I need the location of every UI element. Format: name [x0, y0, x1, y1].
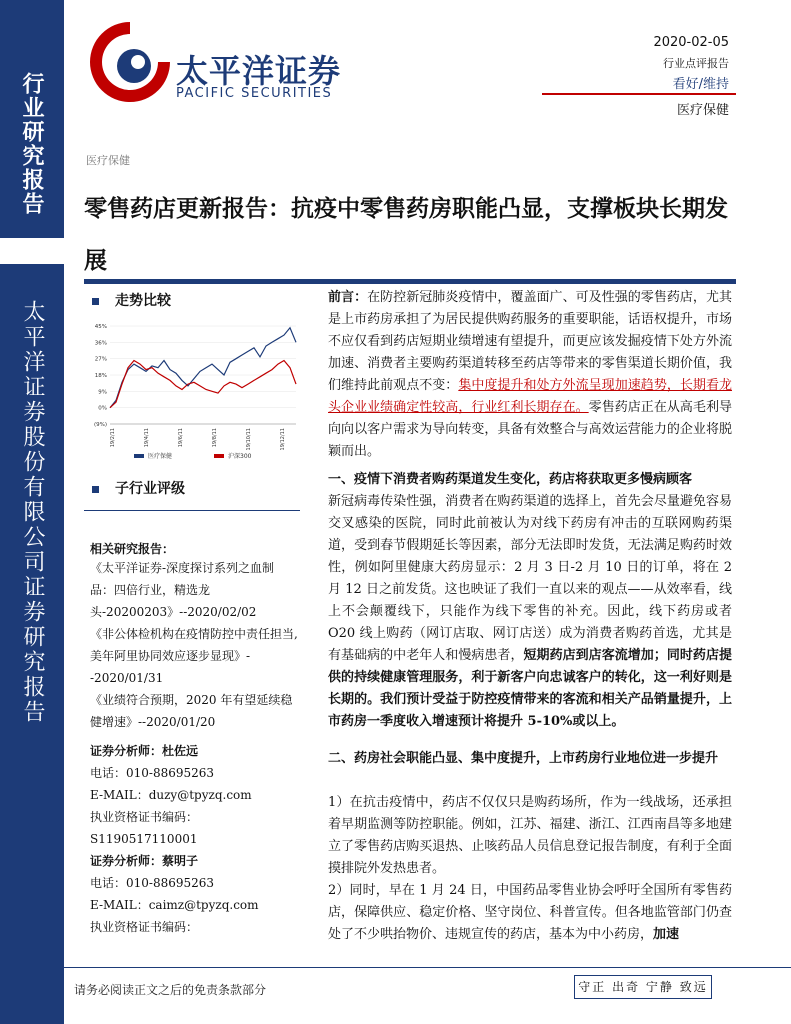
series-line — [110, 328, 296, 408]
legend-label: 沪深300 — [228, 453, 252, 460]
related-item[interactable]: 《非公体检机构在疫情防控中责任担当,美年阿里协同效应逐步显现》--2020/01/31 — [90, 627, 298, 685]
x-tick-label: 19/8/11 — [212, 428, 218, 448]
sidebar-report-type: 行业研究报告 — [0, 0, 64, 238]
legend-swatch — [134, 454, 144, 458]
y-tick-label: 36% — [94, 340, 107, 347]
section2-point-2: 2）同时，早在 1 月 24 日，中国药品零售业协会呼吁全国所有零售药店，保障供应、稳定价格、坚守岗位、科普宣传。但各地监管部门仍查处了不少哄抬物价、违规宣传的药店，基本为中小药房， — [328, 883, 732, 942]
divider — [84, 510, 300, 511]
industry-label: 医疗保健 — [676, 103, 729, 118]
related-item[interactable]: 《太平洋证券-深度探讨系列之血制品：四倍行业，精选龙头-20200203》--2020/02/02 — [90, 561, 275, 619]
intro-highlight: 集中度提升和处方外流呈现加速趋势，长期看龙头企业业绩确定性较高，行业红利长期存在。 — [328, 378, 732, 415]
report-date: 2020-02-05 — [653, 35, 729, 50]
x-tick-label: 19/10/11 — [246, 428, 252, 451]
analyst-phone: 电话：010-88695263 — [90, 766, 215, 780]
related-item[interactable]: 《业绩符合预期，2020 年有望延续稳健增速》--2020/01/20 — [90, 693, 293, 729]
sidebar-gap — [0, 238, 64, 264]
analyst-email[interactable]: E-MAIL：caimz@tpyzq.com — [90, 898, 259, 912]
section2-paragraph — [328, 792, 732, 946]
category-label: 医疗保健 — [86, 154, 130, 167]
x-tick-label: 19/2/11 — [110, 428, 116, 448]
section2-heading: 二、药房社会职能凸显、集中度提升，上市药房行业地位进一步提升 — [328, 751, 719, 766]
legend-swatch — [214, 454, 224, 458]
analyst-phone: 电话：010-88695263 — [90, 876, 215, 890]
header-divider — [542, 93, 736, 95]
y-tick-label: 27% — [94, 356, 107, 363]
trend-heading: 走势比较 — [92, 290, 171, 310]
analyst-name: 证券分析师：杜佐远 — [90, 744, 199, 758]
footer-motto: 守正 出奇 宁静 致远 — [574, 975, 712, 999]
x-tick-label: 19/6/11 — [178, 428, 184, 448]
report-type: 行业点评报告 — [663, 57, 729, 70]
footer-rule — [64, 967, 791, 968]
page-title: 零售药店更新报告：抗疫中零售药房职能凸显，支撑板块长期发展 — [84, 195, 728, 274]
related-list — [90, 557, 298, 733]
y-tick-label: 45% — [94, 324, 107, 330]
series-line — [110, 361, 296, 408]
analyst-email[interactable]: E-MAIL：duzy@tpyzq.com — [90, 788, 252, 802]
logo-text-cn: 太平洋证券 — [176, 52, 342, 90]
y-tick-label: 9% — [98, 389, 107, 396]
section1-text: 新冠病毒传染性强，消费者在购药渠道的选择上，首先会尽量避免容易交叉感染的医院，同时此前被认为对线下药房有冲击的互联网购药渠道，受到春节假期延长等因素，部分无法即时发货，无法满足购药时效性，例如阿里健康大药房显示：2 月 3 日-2 月 10 日的订单，将在 2 月 12 日之前发货。这也映证了我们一直以来的观点——从效率看，线上不会颠覆线下，只能作为线下零售的补充。因此，线下药房或者 O20 线上购药（网订店取、网订店送）成为消费者购药首选，尤其是有基础病的中老年人和慢病患者， — [328, 494, 732, 663]
trend-chart — [84, 318, 300, 466]
x-tick-label: 19/12/11 — [280, 428, 286, 451]
section2-point-1: 1）在抗击疫情中，药店不仅仅只是购药场所，作为一线战场，还承担着早期监测等防控职能。例如，江苏、福建、浙江、江西南昌等多地建立了零售药店购买退热、止咳药品人员信息登记报告制度，有利于全面摸排院外发热患者。 — [328, 795, 732, 876]
analyst-name: 证券分析师：蔡明子 — [90, 854, 199, 868]
sub-rating-heading: 子行业评级 — [92, 478, 185, 498]
rating: 看好/维持 — [672, 77, 729, 92]
x-tick-label: 19/4/11 — [144, 428, 150, 448]
y-tick-label: 0% — [98, 405, 107, 412]
y-tick-label: (9%) — [93, 422, 107, 428]
company-logo-icon — [86, 18, 174, 106]
intro-text: 在防控新冠肺炎疫情中，覆盖面广、可及性强的零售药店，尤其是上市药房承担了为居民提供购药服务的重要职能，话语权提升，市场不应仅看到药店短期业绩增速有望提升，而更应该发掘疫情下处方外流加速、消费者主要购药渠道转移至药店等带来的零售渠道长期价值，我们维持此前观点不变： — [328, 290, 732, 393]
section1-bold: 短期药店到店客流增加；同时药店提供的持续健康管理服务，利于新客户向忠诚客户的转化，这一利好则是长期的。我们预计受益于防控疫情带来的客流和相关产品销量提升，上市药房一季度收入增速预计将提升 5-10%或以上。 — [328, 648, 732, 729]
intro-lead: 前言： — [328, 290, 368, 305]
section1-paragraph — [328, 491, 732, 733]
title-rule — [84, 279, 736, 284]
intro-paragraph — [328, 287, 732, 463]
analyst-cert: 执业资格证书编码： — [90, 920, 199, 934]
y-tick-label: 18% — [94, 373, 107, 379]
legend-label: 医疗保健 — [148, 453, 173, 460]
footer-disclaimer: 请务必阅读正文之后的免责条款部分 — [74, 983, 267, 997]
section1-heading: 一、疫情下消费者购药渠道发生变化，药店将获取更多慢病顾客 — [328, 472, 693, 487]
intro-text-2: 零售药店正在从高毛利导向向以客户需求为导向转变，具备有效整合与高效运营能力的企业将脱颖而出。 — [328, 400, 732, 459]
sidebar-company: 太平洋证券股份有限公司证券研究报告 — [0, 264, 64, 1024]
section2-bold-tail: 加速 — [653, 927, 680, 942]
related-heading: 相关研究报告： — [90, 542, 175, 556]
analyst-block — [90, 740, 300, 938]
logo-text-en: PACIFIC SECURITIES — [176, 86, 333, 101]
analyst-cert: 执业资格证书编码：S1190517110001 — [90, 810, 199, 846]
